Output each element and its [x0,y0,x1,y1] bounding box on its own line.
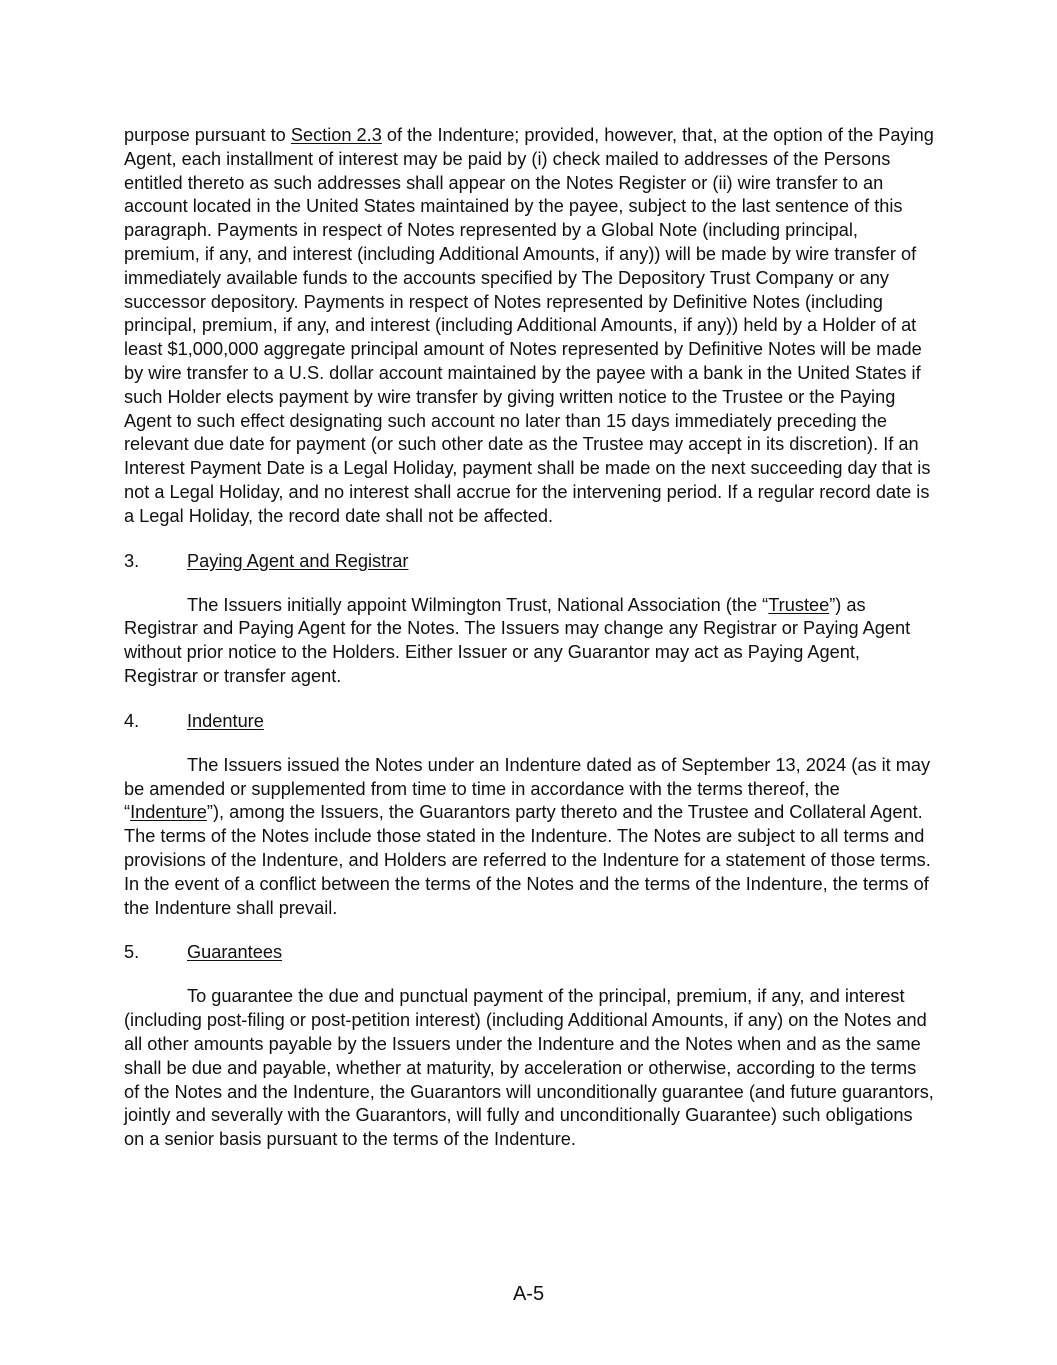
section-reference-link[interactable]: Section 2.3 [290,125,382,145]
intro-paragraph [124,124,936,529]
section-5-paragraph: To guarantee the due and punctual payment of the principal, premium, if any, and interest (including post-filing or post-petition interest) (including Additional Amounts, if any) on the Notes and all other amounts payable by the Issuers under the Indenture and the Notes when and as the same shall be due and payable, whether at maturity, by acceleration or otherwise, according to the terms of the Notes and the Indenture, the Guarantors will unconditionally guarantee (and future guarantors, jointly and severally with the Guarantors, will fully and unconditionally Guarantee) such obligations on a senior basis pursuant to the terms of the Indenture. [124,986,934,1150]
trustee-defined-term: Trustee [768,594,830,615]
section-4-text-start: The Issuers issued the Notes under an Indenture dated as of September 13, 2024 (as it may be amended or supplemented from time to time in accordance with the terms thereof, the “ [124,754,931,823]
section-5-title: Guarantees [187,942,283,963]
section-4-number: 4. [124,710,140,731]
section-3-heading [124,550,936,574]
section-3-paragraph [124,594,936,689]
section-4-paragraph [124,754,936,921]
page-number: A-5 [512,1283,545,1305]
section-3-number: 3. [124,550,140,571]
section-3-text-rest: ”) as Registrar and Paying Agent for the Notes. The Issuers may change any Registrar or Paying Agent without prior notice to the Holders. Either Issuer or any Guarantor may act as Paying Agent, Registrar or transfer agent. [124,594,911,686]
document-page [124,124,936,1152]
section-3-title: Paying Agent and Registrar [187,550,409,571]
section-5-number: 5. [124,942,140,963]
intro-text-start: purpose pursuant to [124,125,291,145]
section-4-heading [124,710,936,734]
intro-text-rest: of the Indenture; provided, however, that, at the option of the Paying Agent, each installment of interest may be paid by (i) check mailed to addresses of the Persons entitled thereto as such addresses shall appear on the Notes Register or (ii) wire transfer to an account located in the United States maintained by the payee, subject to the last sentence of this paragraph. Payments in respect of Notes represented by a Global Note (including principal, premium, if any, and interest (including Additional Amounts, if any)) will be made by wire transfer of immediately available funds to the accounts specified by The Depository Trust Company or any successor depository. Payments in respect of Notes represented by Definitive Notes (including principal, premium, if any, and interest (including Additional Amounts, if any)) held by a Holder of at least $1,000,000 aggregate principal amount of Notes represented by Definitive Notes will be made by wire transfer to a U.S. dollar account maintained by the payee with a bank in the United States if such Holder elects payment by wire transfer by giving written notice to the Trustee or the Paying Agent to such effect designating such account no later than 15 days immediately preceding the relevant due date for payment (or such other date as the Trustee may accept in its discretion). If an Interest Payment Date is a Legal Holiday, payment shall be made on the next succeeding day that is not a Legal Holiday, and no interest shall accrue for the intervening period. If a regular record date is a Legal Holiday, the record date shall not be affected. [124,125,934,526]
section-4-title: Indenture [187,710,264,731]
section-4-text-rest: ”), among the Issuers, the Guarantors party thereto and the Trustee and Collateral Agent. The terms of the Notes include those stated in the Indenture. The Notes are subject to all terms and provisions of the Indenture, and Holders are referred to the Indenture for a statement of those terms. In the event of a conflict between the terms of the Notes and the terms of the Indenture, the terms of the Indenture shall prevail. [124,802,931,918]
indenture-defined-term: Indenture [130,802,207,823]
section-5-heading [124,941,936,965]
section-3-text-start: The Issuers initially appoint Wilmington Trust, National Association (the “ [187,594,769,615]
